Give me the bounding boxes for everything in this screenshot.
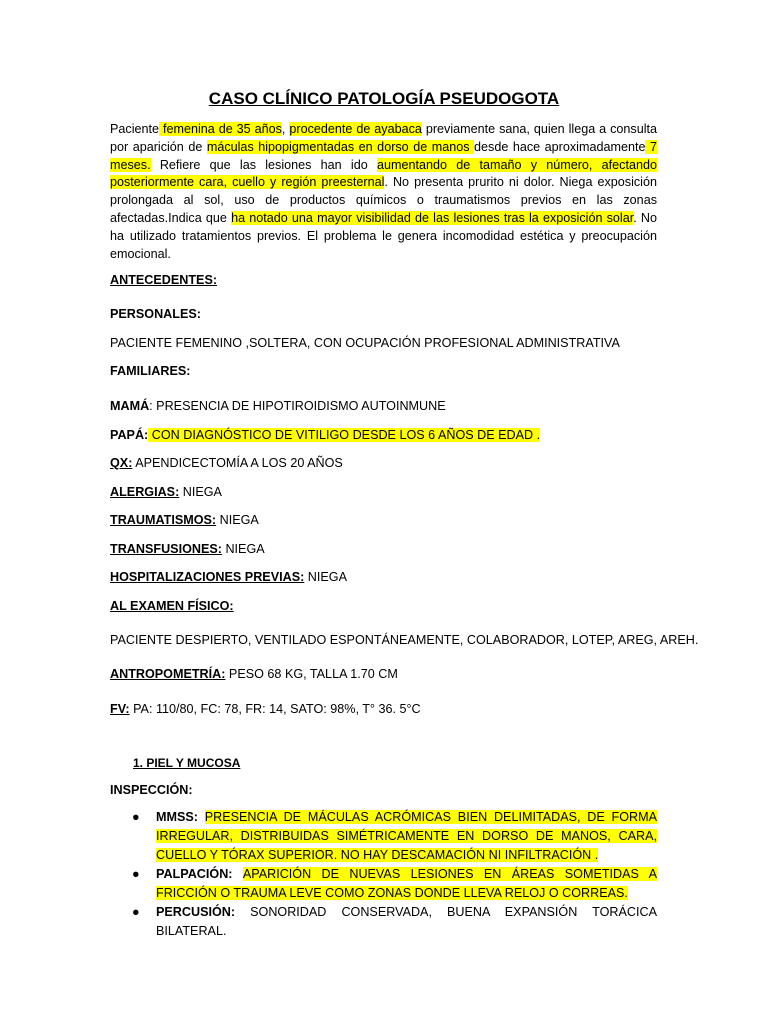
paragraph-text: Paciente [110,122,160,136]
alergias-label: ALERGIAS: [110,485,180,499]
mama-text: : PRESENCIA DE HIPOTIROIDISMO AUTOINMUNE [149,399,446,413]
transfusiones-line [110,542,265,556]
traumatismos-line [110,513,259,527]
fv-line [110,702,421,716]
traumatismos-label: TRAUMATISMOS: [110,513,217,527]
hospitalizaciones-text: NIEGA [304,570,347,584]
qx-line [110,456,343,470]
transfusiones-label: TRANSFUSIONES: [110,542,222,556]
personales-text: PACIENTE FEMENINO ,SOLTERA, CON OCUPACIÓN PROFESIONAL ADMINISTRATIVA [110,336,620,350]
examen-fisico-heading: AL EXAMEN FÍSICO: [110,599,234,613]
bullet-item [110,865,657,903]
bullet-dot-icon: ● [132,810,140,824]
fv-label: FV: [110,702,130,716]
paragraph-text: Refiere que las lesiones han ido [150,157,377,172]
highlighted-text: máculas hipopigmentadas en dorso de manos [206,139,475,154]
alergias-text: NIEGA [179,485,222,499]
bullet-dot-icon: ● [132,867,140,881]
examen-fisico-text: PACIENTE DESPIERTO, VENTILADO ESPONTÁNEAMENTE, COLABORADOR, LOTEP, AREG, AREH. [110,633,699,647]
bullet-text: SONORIDAD CONSERVADA, BUENA EXPANSIÓN TORÁCICA BILATERAL. [156,905,657,938]
bullet-label: MMSS: [156,810,205,824]
highlighted-text: ha notado una mayor visibilidad de las lesiones tras la exposición solar [231,210,634,225]
antecedentes-heading: ANTECEDENTES: [110,273,218,287]
highlighted-text: femenina de 35 años [159,122,282,136]
bullet-dot-icon: ● [132,905,140,919]
paragraph-text: desde hace aproximadamente [474,139,646,154]
findings-bullet-list [110,808,657,941]
papa-text: CON DIAGNÓSTICO DE VITILIGO DESDE LOS 6 AÑOS DE EDAD . [148,428,541,442]
highlighted-text: 7 meses. [110,139,657,172]
fv-text: PA: 110/80, FC: 78, FR: 14, SATO: 98%, T° 36. 5°C [129,702,421,716]
paragraph-text: , [281,122,290,136]
antropometria-line [110,667,398,681]
bullet-label: PERCUSIÓN: [156,905,251,919]
antropometria-text: PESO 68 KG, TALLA 1.70 CM [225,667,398,681]
highlighted-text: aumentando de tamaño y número, afectando posteriormente cara, cuello y región preesternal [110,157,657,190]
antropometria-label: ANTROPOMETRÍA: [110,667,226,681]
paragraph-text: . No ha utilizado tratamientos previos. El problema le genera incomodidad estética y preocupación emocional. [110,210,657,261]
document-title: CASO CLÍNICO PATOLOGÍA PSEUDOGOTA [208,89,560,108]
case-description-paragraph [110,121,657,263]
personales-heading: PERSONALES: [110,307,201,321]
traumatismos-text: NIEGA [216,513,259,527]
bullet-text: PRESENCIA DE MÁCULAS ACRÓMICAS BIEN DELIMITADAS, DE FORMA IRREGULAR, DISTRIBUIDAS SIMÉTRICAMENTE EN DORSO DE MANOS, CARA, CUELLO Y TÓRAX SUPERIOR. NO HAY DESCAMACIÓN NI INFILTRACIÓN . [156,810,657,862]
qx-label: QX: [110,456,133,470]
bullet-label: PALPACIÓN: [156,867,243,881]
qx-text: APENDICECTOMÍA A LOS 20 AÑOS [132,456,343,470]
highlighted-text: procedente de ayabaca [289,122,422,136]
familiares-heading: FAMILIARES: [110,364,191,378]
mama-line [110,399,446,413]
transfusiones-text: NIEGA [221,542,265,556]
mama-label: MAMÁ [110,399,150,413]
paragraph-text: . No presenta prurito ni dolor. Niega exposición prolongada al sol, uso de productos químicos o traumatismos previos en las zonas afectadas.Indica que [110,175,657,225]
hospitalizaciones-line [110,570,347,584]
hospitalizaciones-label: HOSPITALIZACIONES PREVIAS: [110,570,305,584]
bullet-item [110,903,657,941]
bullet-text: APARICIÓN DE NUEVAS LESIONES EN ÁREAS SOMETIDAS A FRICCIÓN O TRAUMA LEVE COMO ZONAS DONDE LLEVA RELOJ O CORREAS. [156,867,657,900]
alergias-line [110,485,222,499]
paragraph-text: previamente sana, quien llega a consulta por aparición de [110,122,658,154]
inspeccion-heading: INSPECCIÓN: [110,783,193,797]
section-piel-mucosa: 1. PIEL Y MUCOSA [133,756,241,770]
bullet-item [110,808,657,865]
papa-label: PAPÁ: [110,428,149,442]
papa-line [110,428,540,442]
